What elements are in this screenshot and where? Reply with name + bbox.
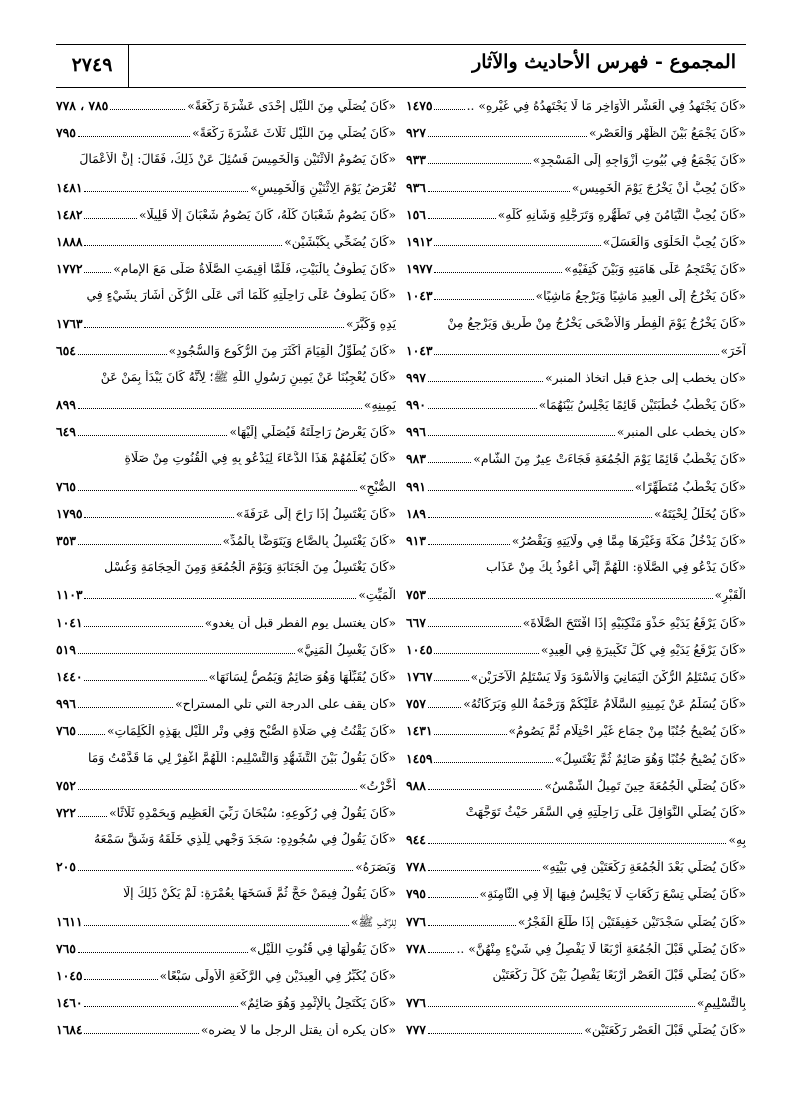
entry-text: بِهِ»: [728, 833, 746, 848]
index-entry: [56, 152, 396, 179]
dot-leader: [84, 1033, 198, 1034]
index-entry: [406, 397, 746, 424]
dot-leader: [110, 109, 185, 110]
entry-text: «كَانَ يَخْرُجُ يَوْمَ الْفِطْرِ وَالْأَضْحَى يَخْرُجُ مِنْ طَرِيقٍ وَيَرْجِعُ مِنْ: [447, 315, 746, 330]
index-entry: [56, 207, 396, 234]
entry-page-number: ٣٥٣: [56, 533, 76, 548]
entry-page-number: ١٤٥٩: [406, 750, 433, 766]
entry-text: «كَانَ يُحِبُّ الْحَلْوَى وَالْعَسَلَ»: [602, 234, 746, 249]
entry-text: «كان يخطب على المنبر»: [616, 425, 746, 440]
entry-text: «كَانَ يُحِبُّ أَنْ يَخْرُجَ يَوْمَ الْخَمِيسِ»: [571, 180, 746, 195]
entry-page-number: ٧٧٨: [406, 859, 426, 875]
dot-leader: [434, 299, 533, 300]
entry-page-number: ١٤٦٠: [56, 995, 83, 1011]
entry-text: «كَانَ يَخْطُبُ قَائِمًا يَوْمَ الْجُمُعَةِ فَجَاءَتْ عِيرٌ مِنَ الشَّامِ»: [473, 452, 746, 467]
index-entry: [56, 696, 396, 723]
index-entry: [406, 370, 746, 397]
dot-leader: [428, 136, 587, 137]
index-entry: [56, 533, 396, 560]
entry-page-number: ٨٩٩: [56, 397, 76, 413]
index-entry: [406, 560, 746, 587]
index-entry: [406, 669, 746, 696]
entry-page-number: ٧٥٣: [406, 587, 426, 603]
entry-text: بِالتَّسْلِيمِ»: [696, 996, 746, 1011]
index-entry: [56, 723, 396, 750]
dot-leader: [428, 897, 478, 898]
index-entry: [406, 533, 746, 560]
index-entry: [406, 805, 746, 832]
index-entry: [56, 1022, 396, 1049]
entry-page-number: ٦٦٧: [406, 614, 426, 630]
entry-page-number: ٧٥٢: [56, 777, 76, 793]
entry-text: «كَانَ يَقُولُهَا فِي قُنُوتِ اللَّيْلِ»: [249, 941, 396, 956]
index-entry: [406, 914, 746, 941]
index-entry: [406, 98, 746, 125]
index-entry: [56, 288, 396, 315]
dot-leader: [84, 925, 348, 926]
index-entry: [406, 751, 746, 778]
entry-page-number: ٩٣٣: [406, 152, 426, 168]
entry-text: الصُّبْحِ»: [359, 479, 396, 494]
index-entry: [56, 805, 396, 832]
entry-page-number: ٧٦٥: [56, 723, 76, 739]
dot-leader: [434, 762, 552, 763]
index-entry-continuation: [56, 778, 396, 805]
entry-page-number: ٧٨٥ ، ٧٧٨: [56, 98, 109, 113]
dot-leader: [428, 1006, 695, 1007]
index-entry: [406, 941, 746, 968]
index-column-left: [56, 98, 396, 1050]
dot-leader: [84, 245, 282, 246]
entry-page-number: ١٦١١: [56, 913, 83, 929]
entry-text: «كَانَ يَقْنُتُ فِي صَلَاةِ الصُّبْحِ وَفِي وِتْرِ اللَّيْلِ بِهَذِهِ الْكَلِمَاتِ»: [106, 724, 396, 739]
entry-text: «كَانَ يُصَلِّي مِنَ اللَّيْلِ ثَلَاثَ عَشْرَةَ رَكْعَةً»: [192, 126, 396, 141]
dot-leader: [428, 870, 540, 871]
entry-text: «كَانَ يُخَلِّلُ لِحْيَتَهُ»: [654, 506, 746, 521]
entry-text: «كَانَ يُسَلِّمُ عَنْ يَمِينِهِ السَّلَامُ عَلَيْكُمْ وَرَحْمَةُ اللهِ وَبَرَكَاتُهُ»: [463, 697, 746, 712]
entry-page-number: ٩١٣: [406, 533, 426, 548]
entry-page-number: ٩٩٠: [406, 397, 426, 413]
dot-leader: [428, 517, 652, 518]
entry-text: «كَانَ يَجْتَهِدُ فِي الْعَشْرِ الْأَوَاخِرِ مَا لَا يَجْتَهِدُهُ فِي غَيْرِهِ» ..: [466, 99, 746, 113]
entry-text: «كَانَ يُصَلِّي سَجْدَتَيْنِ خَفِيفَتَيْنِ إِذَا طَلَعَ الْفَجْرُ»: [517, 914, 746, 929]
index-entry-continuation: [406, 832, 746, 859]
dot-leader: [84, 1006, 237, 1007]
entry-page-number: ١١٠٣: [56, 587, 83, 603]
dot-leader: [84, 191, 248, 192]
index-entry-continuation: [406, 587, 746, 614]
index-entry: [406, 615, 746, 642]
dot-leader: [84, 626, 202, 627]
entry-page-number: ١٠٤٣: [406, 342, 433, 358]
index-entry: [56, 234, 396, 261]
entry-page-number: ١٧٩٥: [56, 505, 83, 521]
dot-leader: [434, 354, 718, 355]
entry-page-number: ١٨٩: [406, 505, 426, 521]
index-entry: [56, 751, 396, 778]
entry-page-number: ١٤٧٥: [406, 98, 433, 113]
entry-text: «كان يكره أن يقتل الرجل ما لا يضره»: [200, 1023, 396, 1038]
entry-text: «كَانَ يُصَلِّي قَبْلَ الْعَصْرِ رَكْعَتَيْنِ»: [584, 1023, 746, 1038]
dot-leader: [84, 680, 206, 681]
entry-text: «كَانَ يَرْفَعُ يَدَيْهِ فِي كُلِّ تَكْبِيرَةٍ فِي الْعِيدِ»: [540, 642, 746, 657]
entry-text: «كَانَ يُعَلِّمُهُمْ هَذَا الدُّعَاءَ لِيَدْعُو بِهِ فِي الْقُنُوتِ مِنْ صَلَاةِ: [124, 451, 396, 466]
index-entry: [406, 968, 746, 995]
entry-page-number: ١٤٤٠: [56, 668, 83, 684]
index-entry: [406, 1022, 746, 1049]
dot-leader: [428, 381, 543, 382]
index-entry-continuation: [56, 587, 396, 614]
dot-leader: [428, 218, 496, 219]
index-entry: [406, 451, 746, 478]
entry-text: «كَانَ يَخْرُجُ إِلَى الْعِيدِ مَاشِيًا وَيَرْجِعُ مَاشِيًا»: [535, 289, 746, 304]
entry-page-number: ٧٧٧: [406, 1022, 426, 1038]
entry-text: «كَانَ يَقُولُ بَيْنَ التَّشَهُّدِ وَالتَّسْلِيمِ: اللَّهُمَّ اغْفِرْ لِي مَا قَدَّمْتُ وَمَا: [87, 750, 396, 765]
entry-text: لِلرَّكْبِ ﷺ»: [350, 914, 396, 929]
dot-leader: [78, 136, 190, 137]
page-title: المجموع - فهرس الأحاديث والآثار: [472, 51, 736, 73]
dot-leader: [428, 490, 633, 491]
dot-leader: [428, 789, 543, 790]
entry-page-number: ٩٤٤: [406, 832, 426, 848]
index-entry: [56, 98, 396, 125]
index-entry: [406, 125, 746, 152]
entry-text: «كَانَ يَحْتَجِمُ عَلَى هَامَتِهِ وَبَيْنَ كَتِفَيْهِ»: [564, 262, 746, 277]
entry-page-number: ١٤٨١: [56, 179, 83, 195]
index-entry-continuation: [56, 479, 396, 506]
dot-leader: [428, 843, 727, 844]
entry-page-number: ٧٧٨: [406, 940, 426, 956]
entry-page-number: ١٧٦٧: [406, 668, 433, 684]
entry-text: «كَانَ يَطُوفُ عَلَى رَاحِلَتِهِ كُلَّمَا أَتَى عَلَى الرُّكْنِ أَشَارَ بِشَيْءٍ فِي: [86, 288, 396, 303]
dot-leader: [434, 109, 464, 110]
entry-page-number: ١٠٤٣: [406, 288, 433, 304]
index-entry-continuation: [406, 995, 746, 1022]
index-entry: [56, 451, 396, 478]
index-entry: [56, 506, 396, 533]
index-entry: [406, 261, 746, 288]
index-entry: [56, 261, 396, 288]
entry-page-number: ٩٩١: [406, 478, 426, 494]
index-entry: [56, 642, 396, 669]
index-entry: [406, 696, 746, 723]
entry-text: «كَانَ يُطَوِّلُ الْقِيَامَ أَكْثَرَ مِنَ الرُّكُوعِ وَالسُّجُودِ»: [168, 343, 396, 358]
entry-page-number: ١٤٨٢: [56, 206, 83, 222]
index-entry: [406, 207, 746, 234]
entry-page-number: ٧٩٥: [56, 125, 76, 141]
entry-page-number: ٥١٩: [56, 641, 76, 657]
entry-text: «كَانَ يُصَلِّي قَبْلَ الْجُمُعَةِ أَرْبَعًا لَا يَفْصِلُ فِي شَيْءٍ مِنْهُنَّ» ..: [456, 941, 746, 956]
index-entry: [56, 615, 396, 642]
dot-leader: [428, 707, 461, 708]
entry-page-number: ١٧٦٣: [56, 315, 83, 331]
entry-text: «كَانَ يَرْفَعُ يَدَيْهِ حَذْوَ مَنْكِبَيْهِ إِذَا افْتَتَحَ الصَّلَاةَ»: [522, 615, 746, 630]
entry-text: «كَانَ يُعْجِبُنَا عَنْ يَمِينِ رَسُولِ اللَّهِ ﷺ؛ لِأَنَّهُ كَانَ يَبْدَأُ بِمَنْ عَنْ: [100, 369, 396, 384]
entry-page-number: ٧٩٥: [406, 886, 426, 902]
entry-text: «كَانَ يُقَبِّلُهَا وَهُوَ صَائِمٌ وَيَمُصُّ لِسَانَهَا»: [208, 669, 396, 684]
index-entry: [406, 180, 746, 207]
entry-page-number: ٩٩٧: [406, 369, 426, 385]
index-entry-continuation: [56, 397, 396, 424]
entry-text: «كَانَ يُصَلِّي الْجُمُعَةَ حِينَ تَمِيلُ الشَّمْسُ»: [544, 778, 746, 793]
dot-leader: [84, 218, 137, 219]
index-entry: [56, 343, 396, 370]
index-entry: [56, 968, 396, 995]
index-entry: [406, 642, 746, 669]
entry-page-number: ١٩٧٧: [406, 261, 433, 277]
dot-leader: [78, 490, 357, 491]
dot-leader: [428, 626, 521, 627]
dot-leader: [434, 734, 506, 735]
entry-text: «كَانَ يَقُولُ فِي سُجُودِهِ: سَجَدَ وَجْهِي لِلَّذِي خَلَقَهُ وَشَقَّ سَمْعَهُ: [93, 832, 396, 847]
entry-page-number: ٩٩٦: [56, 696, 76, 712]
index-entry: [406, 288, 746, 315]
entry-text: «كَانَ يُصْبِحُ جُنُبًا وَهُوَ صَائِمٌ ثُمَّ يَغْتَسِلُ»: [554, 751, 746, 766]
dot-leader: [78, 789, 357, 790]
entry-text: «كَانَ يُصَلِّي مِنَ اللَّيْلِ إِحْدَى عَشْرَةَ رَكْعَةً»: [187, 99, 396, 113]
index-entry: [56, 424, 396, 451]
entry-text: «كَانَ يُحِبُّ التَّيَامُنَ فِي تَطَهُّرِهِ وَتَرَجُّلِهِ وَشَأْنِهِ كُلِّهِ»: [497, 207, 746, 222]
entry-text: «كَانَ يَغْتَسِلُ مِنَ الْجَنَابَةِ وَيَوْمَ الْجُمُعَةِ وَمِنَ الْحِجَامَةِ وَغُسْلِ: [104, 560, 396, 575]
entry-page-number: ٩٢٧: [406, 125, 426, 141]
entry-text: «كَانَ يَصُومُ الْاثْنَيْنِ وَالْخَمِيسَ فَسُئِلَ عَنْ ذَلِكَ، فَقَالَ: إِنَّ الْأَعْمَالَ: [79, 152, 396, 167]
page-number: ٢٧٤٩: [56, 45, 129, 87]
index-entry: [406, 506, 746, 533]
index-entry-continuation: [56, 859, 396, 886]
dot-leader: [78, 435, 228, 436]
dot-leader: [78, 408, 362, 409]
dot-leader: [428, 435, 615, 436]
index-entry: [406, 886, 746, 913]
index-entry: [56, 832, 396, 859]
index-entry: [406, 859, 746, 886]
index-entry: [56, 125, 396, 152]
dot-leader: [428, 925, 516, 926]
index-entry: [406, 234, 746, 261]
dot-leader: [428, 598, 713, 599]
entry-text: «كَانَ يَدْخُلُ مَكَّةَ وَغَيْرَهَا مِمَّا فِي وِلَايَتِهِ وَيَقْصُرُ»: [511, 534, 746, 548]
entry-page-number: ٧٦٥: [56, 940, 76, 956]
dot-leader: [428, 462, 471, 463]
entry-text: «كَانَ يُصَلِّي تِسْعَ رَكَعَاتٍ لَا يَجْلِسُ فِيهَا إِلَّا فِي الثَّامِنَةِ»: [479, 887, 746, 902]
dot-leader: [434, 680, 468, 681]
entry-page-number: ٧٦٥: [56, 478, 76, 494]
entry-page-number: ١٠٤٥: [56, 968, 83, 983]
index-entry: [56, 669, 396, 696]
entry-text: «كَانَ يَخْطُبُ خُطْبَتَيْنِ قَائِمًا يَجْلِسُ بَيْنَهُمَا»: [538, 398, 746, 413]
entry-text: يَمِينِهِ»: [363, 398, 396, 413]
dot-leader: [84, 598, 356, 599]
entry-page-number: ٧٧٦: [406, 913, 426, 929]
entry-page-number: ٩٨٣: [406, 451, 426, 467]
index-entry: [406, 479, 746, 506]
entry-text: «كان يخطب إلى جذع قبل اتخاذ المنبر»: [545, 370, 746, 385]
entry-text: «كَانَ يُكَبِّرُ فِي الْعِيدَيْنِ فِي الرَّكْعَةِ الْأُولَى سَبْعًا»: [159, 969, 396, 983]
index-entry: [56, 995, 396, 1022]
dot-leader: [84, 327, 344, 328]
entry-text: «كَانَ يَكْتَحِلُ بِالْإِثْمِدِ وَهُوَ صَائِمٌ»: [239, 996, 396, 1011]
index-entry: [56, 886, 396, 913]
entry-text: الْقَبْرِ»: [714, 588, 746, 603]
entry-text: «كَانَ يُضَحِّي بِكَبْشَيْنِ»: [284, 234, 396, 249]
entry-text: «كَانَ يُصْبِحُ جُنُبًا مِنْ جِمَاعٍ غَيْرِ احْتِلَامٍ ثُمَّ يَصُومُ»: [508, 724, 746, 739]
index-entry-continuation: [56, 180, 396, 207]
entry-text: «كَانَ يَسْتَلِمُ الرُّكْنَ الْيَمَانِيَ وَالْأَسْوَدَ وَلَا يَسْتَلِمُ الْآخَرَيْنِ»: [470, 669, 746, 684]
dot-leader: [78, 734, 105, 735]
entry-page-number: ٩٣٦: [406, 179, 426, 195]
index-entry-continuation: [56, 316, 396, 343]
dot-leader: [434, 653, 538, 654]
entry-page-number: ١٧٧٢: [56, 261, 83, 277]
entry-text: «كَانَ يَجْمَعُ بَيْنَ الظُّهْرِ وَالْعَصْرِ»: [588, 126, 746, 141]
index-entry: [406, 723, 746, 750]
entry-page-number: ٧٧٦: [406, 995, 426, 1011]
entry-text: «كَانَ يُصَلِّي النَّوَافِلَ عَلَى رَاحِلَتِهِ فِي السَّفَرِ حَيْثُ تَوَجَّهَتْ: [465, 804, 746, 819]
index-entry: [406, 316, 746, 343]
entry-text: «كَانَ يَدْعُو فِي الصَّلَاةِ: اللَّهُمَّ إِنِّي أَعُوذُ بِكَ مِنْ عَذَابِ: [485, 560, 746, 575]
entry-page-number: ٧٥٧: [406, 696, 426, 712]
entry-text: «كَانَ يَغْسِلُ الْمَنِيَّ»: [296, 642, 396, 657]
entry-page-number: ٧٢٢: [56, 804, 76, 820]
entry-text: وَبَصَرَهُ»: [355, 860, 396, 875]
dot-leader: [428, 191, 570, 192]
index-column-right: [406, 98, 746, 1050]
entry-text: «كَانَ يَصُومُ شَعْبَانَ كُلَّهُ، كَانَ يَصُومُ شَعْبَانَ إِلَّا قَلِيلًا»: [138, 207, 396, 222]
dot-leader: [428, 408, 537, 409]
index-entry: [56, 560, 396, 587]
entry-text: «كَانَ يَعْرِضُ رَاحِلَتَهُ فَيُصَلِّي إِلَيْهَا»: [229, 425, 396, 440]
dot-leader: [434, 245, 600, 246]
dot-leader: [434, 272, 562, 273]
entry-text: «كَانَ يَخْطُبُ مُتَطَهِّرًا»: [634, 479, 746, 494]
dot-leader: [428, 163, 531, 164]
entry-page-number: ١٨٨٨: [56, 233, 83, 249]
entry-text: «كان يغتسل يوم الفطر قبل أن يغدو»: [204, 615, 396, 630]
dot-leader: [428, 952, 455, 953]
index-entry: [406, 152, 746, 179]
dot-leader: [428, 1033, 582, 1034]
index-entry: [406, 424, 746, 451]
entry-page-number: ٩٩٦: [406, 424, 426, 440]
entry-text: الْمَيِّتِ»: [358, 588, 396, 603]
entry-text: «كَانَ يُصَلِّي بَعْدَ الْجُمُعَةِ رَكْعَتَيْنِ فِي بَيْتِهِ»: [541, 860, 746, 875]
entry-text: يَدِهِ وَكَبَّرَ»: [345, 316, 396, 331]
dot-leader: [78, 653, 295, 654]
dot-leader: [78, 544, 221, 545]
dot-leader: [84, 979, 157, 980]
dot-leader: [84, 517, 233, 518]
entry-text: آخَرَ»: [720, 343, 746, 358]
entry-text: «كَانَ يَقُولُ فِي رُكُوعِهِ: سُبْحَانَ رَبِّيَ الْعَظِيمِ وَبِحَمْدِهِ ثَلَاثًا»: [109, 805, 396, 820]
entry-page-number: ١٠٤١: [56, 614, 83, 630]
entry-text: «كَانَ يَغْتَسِلُ بِالصَّاعِ وَيَتَوَضَّأُ بِالْمُدِّ»: [222, 534, 396, 548]
entry-page-number: ٦٥٤: [56, 342, 76, 358]
entry-page-number: ١٠٤٥: [406, 641, 433, 657]
entry-text: «كَانَ يَطُوفُ بِالْبَيْتِ، فَلَمَّا أُقِيمَتِ الصَّلَاةُ صَلَّى مَعَ الإمام»: [113, 262, 396, 277]
entry-text: «كان يقف على الدرجة التي تلي المستراح»: [175, 697, 396, 712]
entry-page-number: ٩٨٨: [406, 777, 426, 793]
index-entry: [56, 941, 396, 968]
page-header: [56, 44, 746, 88]
dot-leader: [78, 816, 107, 817]
entry-text: «كَانَ يَغْتَسِلُ إِذَا رَاحَ إِلَى عَرَفَةَ»: [235, 506, 396, 521]
index-entry: [406, 778, 746, 805]
entry-page-number: ٢٠٥: [56, 859, 76, 875]
index-entry-continuation: [56, 914, 396, 941]
dot-leader: [78, 952, 248, 953]
entry-page-number: ٦٤٩: [56, 424, 76, 440]
entry-text: «كَانَ يَجْمَعُ فِي بُيُوتِ أَزْوَاجِهِ إِلَى الْمَسْجِدِ»: [532, 153, 746, 168]
dot-leader: [78, 870, 353, 871]
dot-leader: [84, 272, 111, 273]
entry-page-number: ١٦٨٤: [56, 1022, 83, 1038]
entry-text: أَخَّرْتُ»: [359, 778, 396, 793]
entry-text: «كَانَ يَقُولُ فِيمَنْ حَجَّ ثُمَّ فَسَخَهَا بِعُمْرَةٍ: لَمْ يَكُنْ ذَلِكَ إِلَّا: [123, 886, 396, 901]
entry-text: تُعْرَضُ يَوْمَ الِاثْنَيْنِ وَالْخَمِيسِ»: [250, 180, 396, 195]
dot-leader: [428, 544, 510, 545]
entry-page-number: ١٥٦: [406, 206, 426, 222]
dot-leader: [78, 354, 167, 355]
dot-leader: [78, 707, 173, 708]
entry-text: «كَانَ يُصَلِّي قَبْلَ الْعَصْرِ أَرْبَعًا يَفْصِلُ بَيْنَ كُلِّ رَكْعَتَيْنِ: [492, 968, 746, 982]
index-entry: [56, 370, 396, 397]
entry-page-number: ١٤٣١: [406, 723, 433, 739]
entry-page-number: ١٩١٢: [406, 233, 433, 249]
index-entry-continuation: [406, 343, 746, 370]
